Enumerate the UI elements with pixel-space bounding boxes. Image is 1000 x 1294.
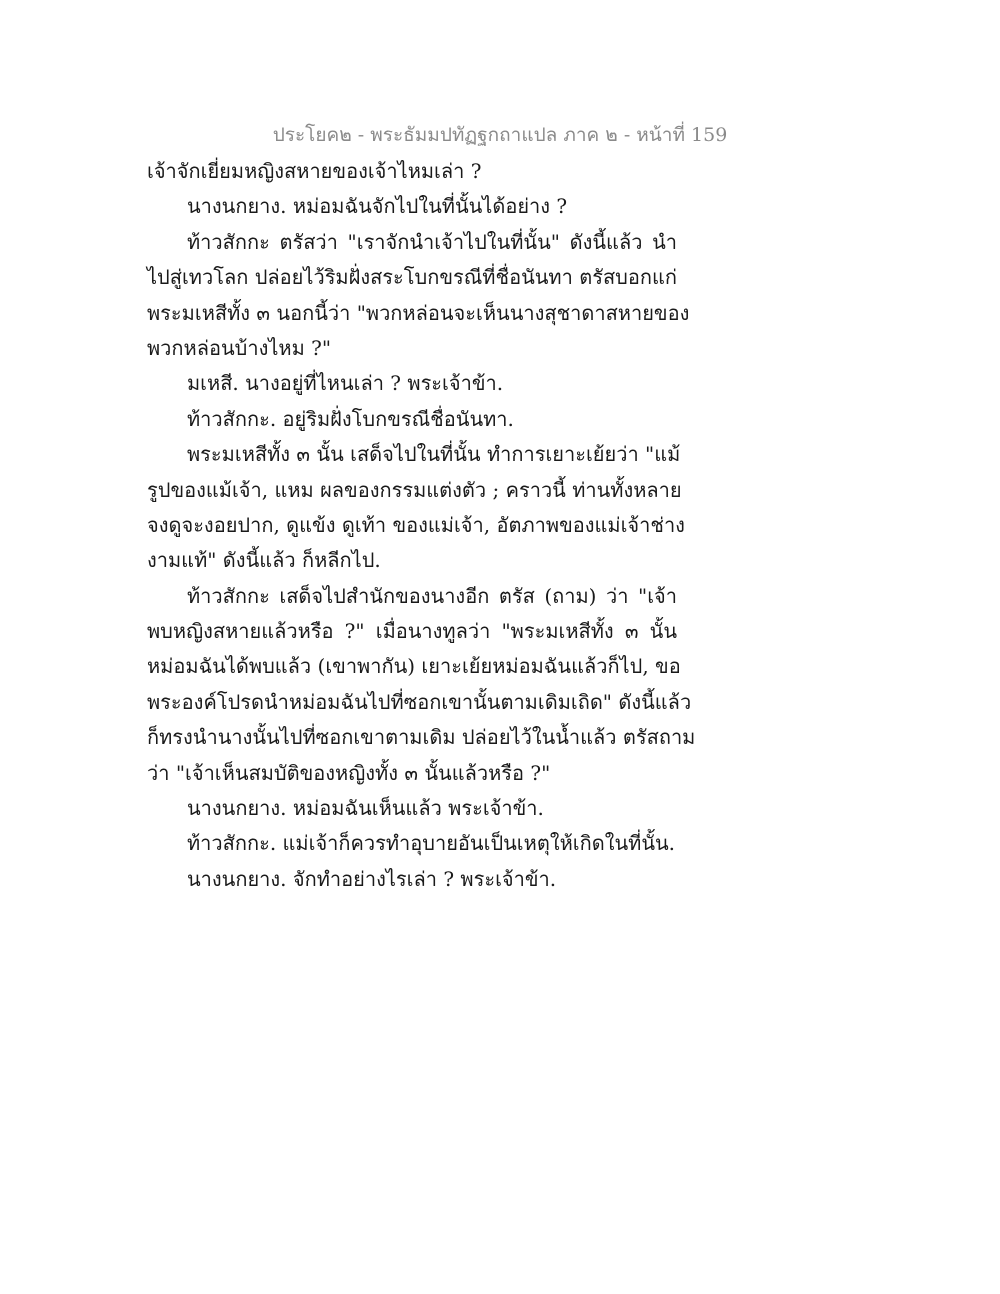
text-line: พระมเหสีทั้ง ๓ นอกนี้ว่า "พวกหล่อนจะเห็นนางสุชาดาสหายของ [147,300,690,325]
text-line: งามแท้" ดังนี้แล้ว ก็หลีกไป. [147,548,381,573]
text-line: ท้าวสักกะ เสด็จไปสำนักของนางอีก ตรัส (ถาม) ว่า "เจ้า [187,583,677,608]
text-line: ว่า "เจ้าเห็นสมบัติของหญิงทั้ง ๓ นั้นแล้วหรือ ?" [147,760,551,785]
text-line: หม่อมฉันได้พบแล้ว (เขาพากัน) เยาะเย้ยหม่อมฉันแล้วก็ไป, ขอ [147,654,681,679]
text-line: พระมเหสีทั้ง ๓ นั้น เสด็จไปในที่นั้น ทำการเยาะเย้ยว่า "แม้ [187,442,681,467]
text-line: รูปของแม้เจ้า, แหม ผลของกรรมแต่งตัว ; คราวนี้ ท่านทั้งหลาย [147,477,682,502]
text-line: จงดูจะงอยปาก, ดูแข้ง ดูเท้า ของแม่เจ้า, อัตภาพของแม่เจ้าช่าง [147,512,685,537]
text-line: ไปสู่เทวโลก ปล่อยไว้ริมฝั่งสระโบกขรณีที่ชื่อนันทา ตรัสบอกแก่ [147,265,677,290]
text-line: ก็ทรงนำนางนั้นไปที่ซอกเขาตามเดิม ปล่อยไว้ในน้ำแล้ว ตรัสถาม [147,725,696,750]
body-text [147,154,696,897]
text-line: นางนกยาง. หม่อมฉันจักไปในที่นั้นได้อย่าง ? [187,194,568,219]
text-line: เจ้าจักเยี่ยมหญิงสหายของเจ้าไหมเล่า ? [147,159,482,183]
text-line: พระองค์โปรดนำหม่อมฉันไปที่ซอกเขานั้นตามเดิมเถิด" ดังนี้แล้ว [147,689,692,714]
text-line: พวกหล่อนบ้างไหม ?" [147,335,332,360]
text-line: นางนกยาง. หม่อมฉันเห็นแล้ว พระเจ้าข้า. [187,796,544,821]
text-line: พบหญิงสหายแล้วหรือ ?" เมื่อนางทูลว่า "พระมเหสีทั้ง ๓ นั้น [147,619,677,644]
text-line: นางนกยาง. จักทำอย่างไรเล่า ? พระเจ้าข้า. [187,866,557,891]
text-line: ท้าวสักกะ ตรัสว่า "เราจักนำเจ้าไปในที่นั้น" ดังนี้แล้ว นำ [187,229,677,254]
text-line: ท้าวสักกะ. แม่เจ้าก็ควรทำอุบายอันเป็นเหตุให้เกิดในที่นั้น. [187,831,676,856]
page-header: ประโยค๒ - พระธัมมปทัฏฐกถาแปล ภาค ๒ - หน้าที่ 159 [272,124,728,146]
text-line: มเหสี. นางอยู่ที่ไหนเล่า ? พระเจ้าข้า. [187,371,504,396]
text-line: ท้าวสักกะ. อยู่ริมฝั่งโบกขรณีชื่อนันทา. [187,406,514,431]
